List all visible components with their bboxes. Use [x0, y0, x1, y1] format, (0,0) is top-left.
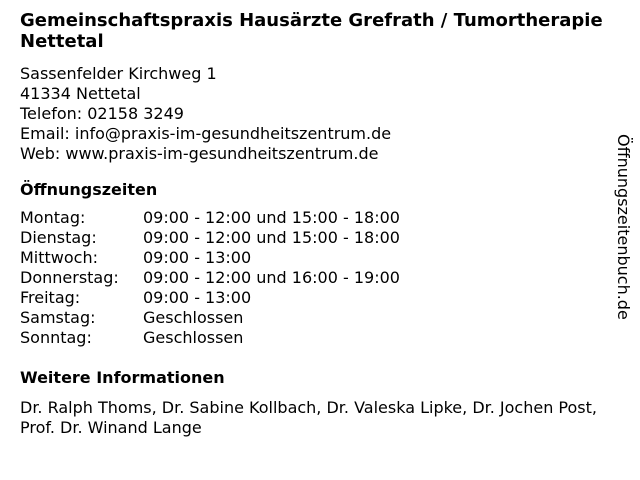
time-value: 09:00 - 13:00: [143, 288, 252, 307]
time-value: 09:00 - 12:00 und 15:00 - 18:00: [143, 228, 400, 247]
day-label: Freitag:: [20, 288, 81, 307]
phone-number: Telefon: 02158 3249: [20, 104, 184, 123]
hours-row-wednesday: [20, 248, 400, 268]
practice-card: [20, 10, 610, 438]
address-block: [20, 64, 610, 164]
website-address: Web: www.praxis-im-gesundheitszentrum.de: [20, 144, 379, 163]
opening-hours-heading: Öffnungszeiten: [20, 180, 158, 199]
hours-row-tuesday: [20, 228, 400, 248]
hours-row-saturday: [20, 308, 400, 328]
city-address: 41334 Nettetal: [20, 84, 141, 103]
practice-title: Gemeinschaftspraxis Hausärzte Grefrath / Tumortherapie Nettetal: [20, 10, 603, 52]
time-value: Geschlossen: [143, 328, 244, 347]
day-label: Mittwoch:: [20, 248, 98, 267]
opening-hours-table: [20, 208, 400, 348]
further-info-heading: Weitere Informationen: [20, 368, 225, 387]
doctors-list: Dr. Ralph Thoms, Dr. Sabine Kollbach, Dr. Valeska Lipke, Dr. Jochen Post, Prof. Dr. Winand Lange: [20, 398, 597, 437]
day-label: Montag:: [20, 208, 86, 227]
day-label: Dienstag:: [20, 228, 97, 247]
email-address: Email: info@praxis-im-gesundheitszentrum.de: [20, 124, 392, 143]
time-value: 09:00 - 13:00: [143, 248, 252, 267]
hours-row-thursday: [20, 268, 400, 288]
day-label: Samstag:: [20, 308, 96, 327]
time-value: Geschlossen: [143, 308, 244, 327]
day-label: Sonntag:: [20, 328, 92, 347]
hours-row-sunday: [20, 328, 400, 348]
street-address: Sassenfelder Kirchweg 1: [20, 64, 217, 83]
site-watermark-label: Öffnungszeitenbuch.de: [614, 134, 633, 320]
time-value: 09:00 - 12:00 und 15:00 - 18:00: [143, 208, 400, 227]
time-value: 09:00 - 12:00 und 16:00 - 19:00: [143, 268, 400, 287]
day-label: Donnerstag:: [20, 268, 119, 287]
hours-row-monday: [20, 208, 400, 228]
hours-row-friday: [20, 288, 400, 308]
